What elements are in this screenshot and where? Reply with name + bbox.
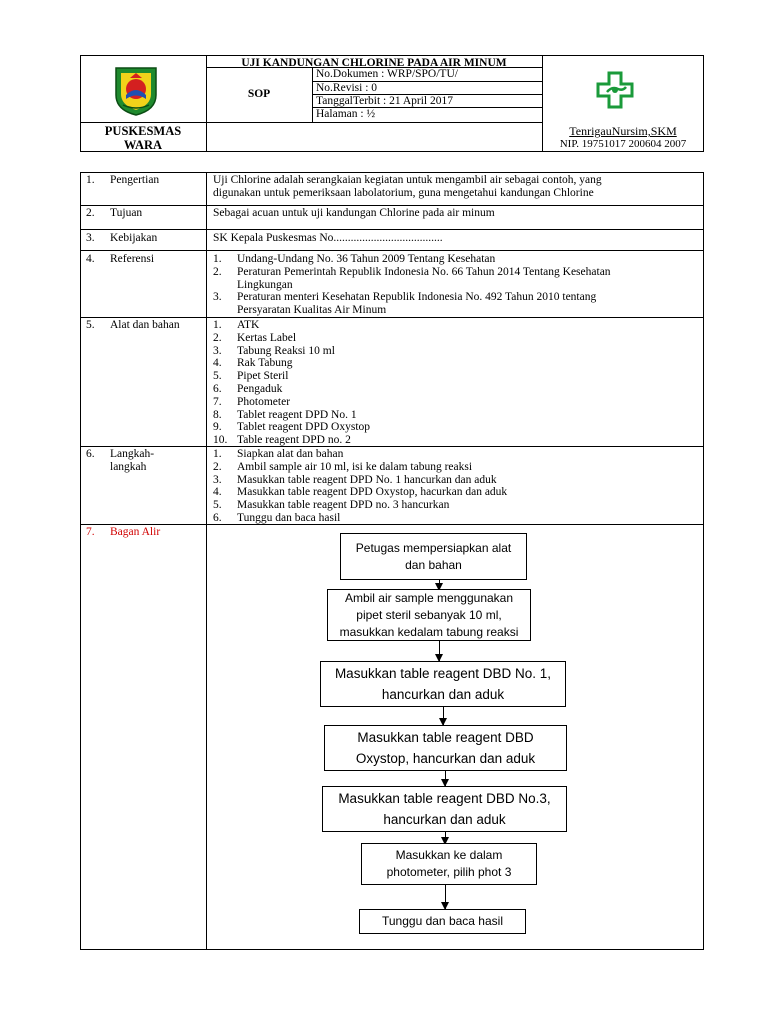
section-title: Kebijakan [110,232,158,244]
list-item: 4. Masukkan table reagent DPD Oxystop, hacurkan dan aduk [213,486,508,499]
flow-arrow [445,771,446,786]
reference-list [213,253,701,317]
section-title: Langkah- [110,448,155,460]
section-title: Pengertian [110,174,160,186]
list-item: 3. Peraturan menteri Kesehatan Republik Indonesia No. 492 Tahun 2010 tentang Persyaratan Kualitas Air Minum [213,291,597,317]
content-divider [206,172,207,950]
definition-text: Uji Chlorine adalah serangkaian kegiatan untuk mengambil air sebagai contoh, yang [213,174,602,186]
org-name: WARA [123,138,163,152]
flow-arrow [439,641,440,661]
list-item: 10. Table reagent DPD no. 2 [213,434,351,447]
header-divider [206,122,542,123]
section-number: 1. [86,174,95,186]
list-item: 5. Pipet Steril [213,370,289,383]
flow-step-6: Masukkan ke dalam photometer, pilih phot 3 [361,843,537,885]
section-title: Referensi [110,253,155,265]
section-number: 6. [86,448,95,460]
list-item: 2. Ambil sample air 10 ml, isi ke dalam tabung reaksi [213,460,473,473]
org-name: PUSKESMAS [104,124,182,138]
list-item: 9. Tablet reagent DPD Oxystop [213,421,371,434]
flow-step-3: Masukkan table reagent DBD No. 1, hancurkan dan aduk [320,661,566,707]
sop-label: SOP [247,88,271,100]
list-item: 8. Tablet reagent DPD No. 1 [213,408,357,421]
list-item: 3. Masukkan table reagent DPD No. 1 hancurkan dan aduk [213,473,497,486]
section-number: 2. [86,207,95,219]
list-item: 2. Peraturan Pemerintah Republik Indonesia No. 66 Tahun 2014 Tentang Kesehatan Lingkungan [213,265,611,291]
flow-step-5: Masukkan table reagent DBD No.3, hancurkan dan aduk [322,786,567,832]
list-item: 1. Undang-Undang No. 36 Tahun 2009 Tentang Kesehatan [213,253,496,265]
list-item: 5. Masukkan table reagent DPD no. 3 hancurkan [213,499,450,512]
flow-arrow [445,885,446,909]
list-item: 1. ATK [213,319,260,331]
list-item: 4. Rak Tabung [213,357,293,370]
content-divider [80,250,704,251]
flow-step-7: Tunggu dan baca hasil [359,909,526,934]
section-title: Alat dan bahan [110,319,180,331]
steps-list [213,448,701,525]
content-divider [80,205,704,206]
definition-text: digunakan untuk pemeriksaan labolatorium, guna mengetahui kandungan Chlorine [213,187,594,199]
list-item: 6. Pengaduk [213,382,283,395]
header-divider [80,122,206,123]
list-item: 1. Siapkan alat dan bahan [213,448,344,460]
page-number: Halaman : ½ [316,108,376,120]
puskesmas-cross-icon [596,71,634,109]
document-title: UJI KANDUNGAN CHLORINE PADA AIR MINUM [241,57,507,69]
content-divider [80,229,704,230]
regional-emblem-icon [113,65,159,117]
purpose-text: Sebagai acuan untuk uji kandungan Chlorine pada air minum [213,207,495,219]
issue-date: TanggalTerbit : 21 April 2017 [316,95,454,107]
section-title: Tujuan [110,207,143,219]
flow-step-4: Masukkan table reagent DBD Oxystop, hancurkan dan aduk [324,725,567,771]
list-item: 6. Tunggu dan baca hasil [213,511,341,524]
section-number: 4. [86,253,95,265]
section-number: 7. [86,526,95,538]
content-divider [80,317,704,318]
list-item: 7. Photometer [213,395,291,408]
doc-number: No.Dokumen : WRP/SPO/TU/ [316,68,458,80]
signatory-nip: NIP. 19751017 200604 2007 [559,138,687,150]
flow-step-1: Petugas mempersiapkan alat dan bahan [340,533,527,580]
policy-text: SK Kepala Puskesmas No...................................... [213,232,443,244]
flow-arrow [443,707,444,725]
revision-number: No.Revisi : 0 [316,82,378,94]
section-number: 3. [86,232,95,244]
list-item: 3. Tabung Reaksi 10 ml [213,344,335,357]
equipment-list [213,319,513,447]
section-title: Bagan Alir [110,526,161,538]
section-title: langkah [110,461,147,473]
list-item: 2. Kertas Label [213,331,297,344]
section-number: 5. [86,319,95,331]
signatory-name: TenrigauNursim,SKM [569,124,677,138]
flow-step-2: Ambil air sample menggunakan pipet steril sebanyak 10 ml, masukkan kedalam tabung reaksi [327,589,531,641]
